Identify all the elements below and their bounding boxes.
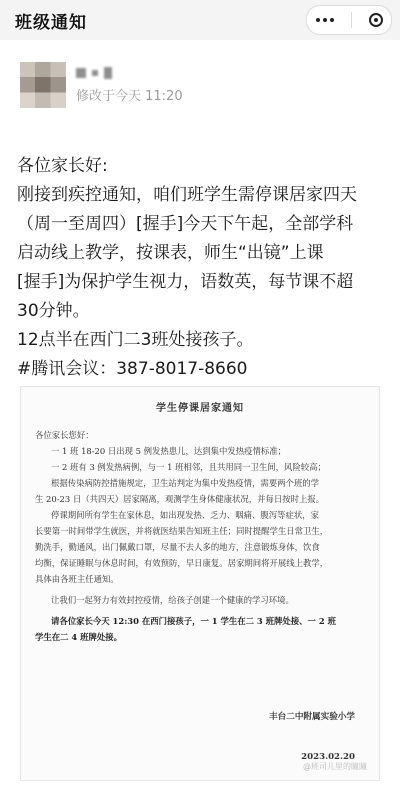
document-line: 根据传染病防控措施规定，卫生站判定为集中发热疫情，需要两个班的学 (51, 478, 319, 488)
author-info (76, 62, 183, 108)
message-line: 各位家长好: (17, 156, 108, 176)
target-circle-icon[interactable] (369, 13, 383, 27)
modified-time: 修改于今天 11:20 (76, 88, 183, 104)
notice-message (17, 152, 387, 384)
document-line: 长要第一时间带学生就医，并将就医结果告知班主任；同时提醒学生日常卫生， (35, 526, 329, 536)
document-line: 勤洗手，勤通风，出门佩戴口罩，尽量不去人多的地方，注意锻炼身体，饮食 (35, 542, 320, 552)
document-line: 让我们一起努力有效封控疫情，给孩子创建一个健康的学习环境。 (51, 595, 294, 605)
document-line: 一 2 班有 3 例发热病例，与一 1 班相邻，且共用同一卫生间，风险较高； (51, 462, 326, 472)
document-greeting: 各位家长您好： (35, 430, 94, 440)
school-name: 丰台二中附属实验小学 (269, 712, 355, 722)
meeting-id-line[interactable]: #腾讯会议：387-8017-8660 (17, 359, 248, 379)
document-line: 停课期间所有学生在家休息，如出现发热、乏力、咽痛、腹泻等症状，家 (51, 510, 319, 520)
author-block (20, 62, 183, 108)
more-dots-icon[interactable] (316, 18, 334, 22)
page-title: 班级通知 (15, 12, 87, 33)
document-body (35, 427, 367, 645)
message-line: [握手]为保护学生视力，语数英，每节课不超 (17, 272, 354, 292)
message-line: 启动线上教学，按课表，师生“出镜”上课 (17, 243, 324, 263)
document-line: 一 1 班 18-20 日出现 5 例发热患儿，达到集中发热疫情标准； (51, 446, 287, 456)
message-line: （周一至周四）[握手]今天下午起，全部学科 (17, 214, 354, 234)
document-pickup-line: 学生在二 4 班牌处接。 (35, 632, 123, 642)
document-date: 2023.02.20 (301, 752, 355, 762)
document-line: 均衡，保证睡眠与休息时间，有效预防，早日康复。居家期间将开展线上教学， (35, 558, 329, 568)
author-name-blurred (76, 67, 183, 79)
message-line: 刚接到疾控通知，咱们班学生需停课居家四天 (17, 185, 357, 205)
title-bar (0, 0, 400, 40)
notice-document-image[interactable] (20, 386, 380, 781)
document-signature (269, 709, 355, 765)
document-line: 生 20-23 日（共四天）居家隔离，观测学生身体健康状况，并每日按时上报。 (35, 494, 325, 504)
miniprogram-capsule (306, 5, 392, 35)
capsule-divider (351, 12, 352, 28)
document-pickup-line: 请各位家长今天 12:30 在西门接孩子，一 1 学生在二 3 班牌处接、一 2 班 (51, 616, 336, 626)
document-line: 具体由各班主任通知。 (35, 574, 119, 584)
avatar[interactable] (20, 62, 66, 108)
message-line: 12点半在西门二3班处接孩子。 (17, 330, 254, 350)
image-watermark: @班司儿里的瞳瞳 (303, 762, 367, 771)
document-title: 学生停课居家通知 (156, 403, 244, 414)
message-line: 30分钟。 (17, 301, 90, 321)
